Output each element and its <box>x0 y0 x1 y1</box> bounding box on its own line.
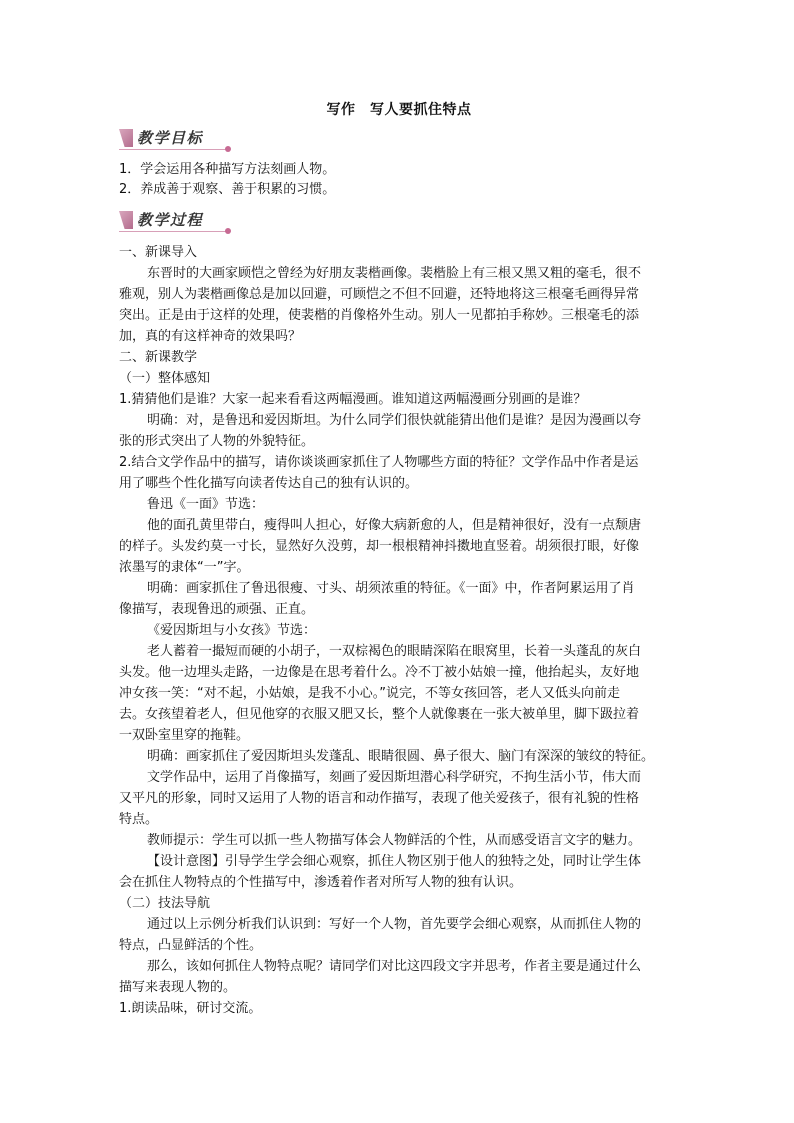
paragraph-line: 的样子。头发约莫一寸长，显然好久没剪，却一根根精神抖擞地直竖着。胡须很打眼，好像 <box>119 539 640 554</box>
paragraph-line: 浓墨写的隶体“一”字。 <box>119 560 250 575</box>
paragraph-line: 1.猜猜他们是谁？大家一起来看看这两幅漫画。谁知道这两幅漫画分别画的是谁？ <box>119 392 587 407</box>
paragraph-line: 特点。 <box>119 812 159 827</box>
banner-bar-icon <box>119 129 133 147</box>
heading-line: （一）整体感知 <box>119 371 211 386</box>
paragraph-line: 特点，凸显鲜活的个性。 <box>119 938 263 953</box>
objective-item: 1．学会运用各种描写方法刻画人物。 <box>119 162 336 177</box>
paragraph-line: 张的形式突出了人物的外貌特征。 <box>119 434 315 449</box>
banner-underline <box>119 149 227 150</box>
paragraph-line: 突出。正是由于这样的处理，使裴楷的肖像格外生动。别人一见都拍手称妙。三根毫毛的添 <box>119 308 640 323</box>
paragraph-line: 那么，该如何抓住人物特点呢？请同学们对比这四段文字并思考，作者主要是通过什么 <box>147 959 642 974</box>
section-heading: 教学过程 <box>137 211 204 229</box>
banner-underline <box>119 231 227 232</box>
paragraph-line: 文学作品中，运用了肖像描写，刻画了爱因斯坦潜心科学研究，不拘生活小节，伟大而 <box>147 770 642 785</box>
banner-bar-icon <box>119 211 133 229</box>
paragraph-line: 头发。他一边埋头走路，一边像是在思考着什么。冷不丁被小姑娘一撞，他抬起头，友好地 <box>119 665 640 680</box>
paragraph-line: 像描写，表现鲁迅的顽强、正直。 <box>119 602 315 617</box>
heading-line: 一、新课导入 <box>119 245 198 260</box>
banner-dot-icon <box>225 146 231 152</box>
paragraph-line: 老人蓄着一撮短而硬的小胡子，一双棕褐色的眼睛深陷在眼窝里，长着一头蓬乱的灰白 <box>147 644 642 659</box>
paragraph-line: 鲁迅《一面》节选： <box>147 497 265 512</box>
paragraph-line: 东晋时的大画家顾恺之曾经为好朋友裴楷画像。裴楷脸上有三根又黑又粗的毫毛，很不 <box>147 266 642 281</box>
paragraph-line: 雅观，别人为裴楷画像总是加以回避，可顾恺之不但不回避，还特地将这三根毫毛画得异常 <box>119 287 640 302</box>
paragraph-line: 明确：画家抓住了鲁迅很瘦、寸头、胡须浓重的特征。《一面》中，作者阿累运用了肖 <box>147 581 635 596</box>
paragraph-line: 1.朗读品味，研讨交流。 <box>119 1001 262 1016</box>
paragraph-line: 明确：画家抓住了爱因斯坦头发蓬乱、眼睛很圆、鼻子很大、脑门有深深的皱纹的特征。 <box>147 749 655 764</box>
paragraph-line: 通过以上示例分析我们认识到：写好一个人物，首先要学会细心观察，从而抓住人物的 <box>147 917 642 932</box>
paragraph-line: 教师提示：学生可以抓一些人物描写体会人物鲜活的个性，从而感受语言文字的魅力。 <box>147 833 642 848</box>
paragraph-line: 明确：对，是鲁迅和爱因斯坦。为什么同学们很快就能猜出他们是谁？是因为漫画以夸 <box>147 413 642 428</box>
paragraph-line: 2.结合文学作品中的描写，请你谈谈画家抓住了人物哪些方面的特征？文学作品中作者是运 <box>119 455 639 470</box>
paragraph-line: 冲女孩一笑：“对不起，小姑娘，是我不小心。”说完，不等女孩回答，老人又低头向前走 <box>119 686 620 701</box>
paragraph-line: 又平凡的形象，同时又运用了人物的语言和动作描写，表现了他关爱孩子，很有礼貌的性格 <box>119 791 640 806</box>
paragraph-line: 《爱因斯坦与小女孩》节选： <box>147 623 317 638</box>
page-title: 写作 写人要抓住特点 <box>326 102 472 118</box>
paragraph-line: 一双卧室里穿的拖鞋。 <box>119 728 250 743</box>
paragraph-line: 描写来表现人物的。 <box>119 980 237 995</box>
section-heading: 教学目标 <box>137 129 204 147</box>
paragraph-line: 他的面孔黄里带白，瘦得叫人担心，好像大病新愈的人，但是精神很好，没有一点颓唐 <box>147 518 642 533</box>
heading-line: 二、新课教学 <box>119 350 198 365</box>
objective-item: 2．养成善于观察、善于积累的习惯。 <box>119 182 336 197</box>
heading-line: （二）技法导航 <box>119 896 211 911</box>
paragraph-line: 【设计意图】引导学生学会细心观察，抓住人物区别于他人的独特之处，同时让学生体 <box>147 854 642 869</box>
paragraph-line: 加，真的有这样神奇的效果吗？ <box>119 329 302 344</box>
paragraph-line: 用了哪些个性化描写向读者传达自己的独有认识的。 <box>119 476 419 491</box>
section-banner-process <box>119 209 239 235</box>
banner-dot-icon <box>225 228 231 234</box>
section-banner-objectives <box>119 127 239 153</box>
paragraph-line: 去。女孩望着老人，但见他穿的衣服又肥又长，整个人就像裹在一张大被单里，脚下趿拉着 <box>119 707 640 722</box>
paragraph-line: 会在抓住人物特点的个性描写中，渗透着作者对所写人物的独有认识。 <box>119 875 523 890</box>
